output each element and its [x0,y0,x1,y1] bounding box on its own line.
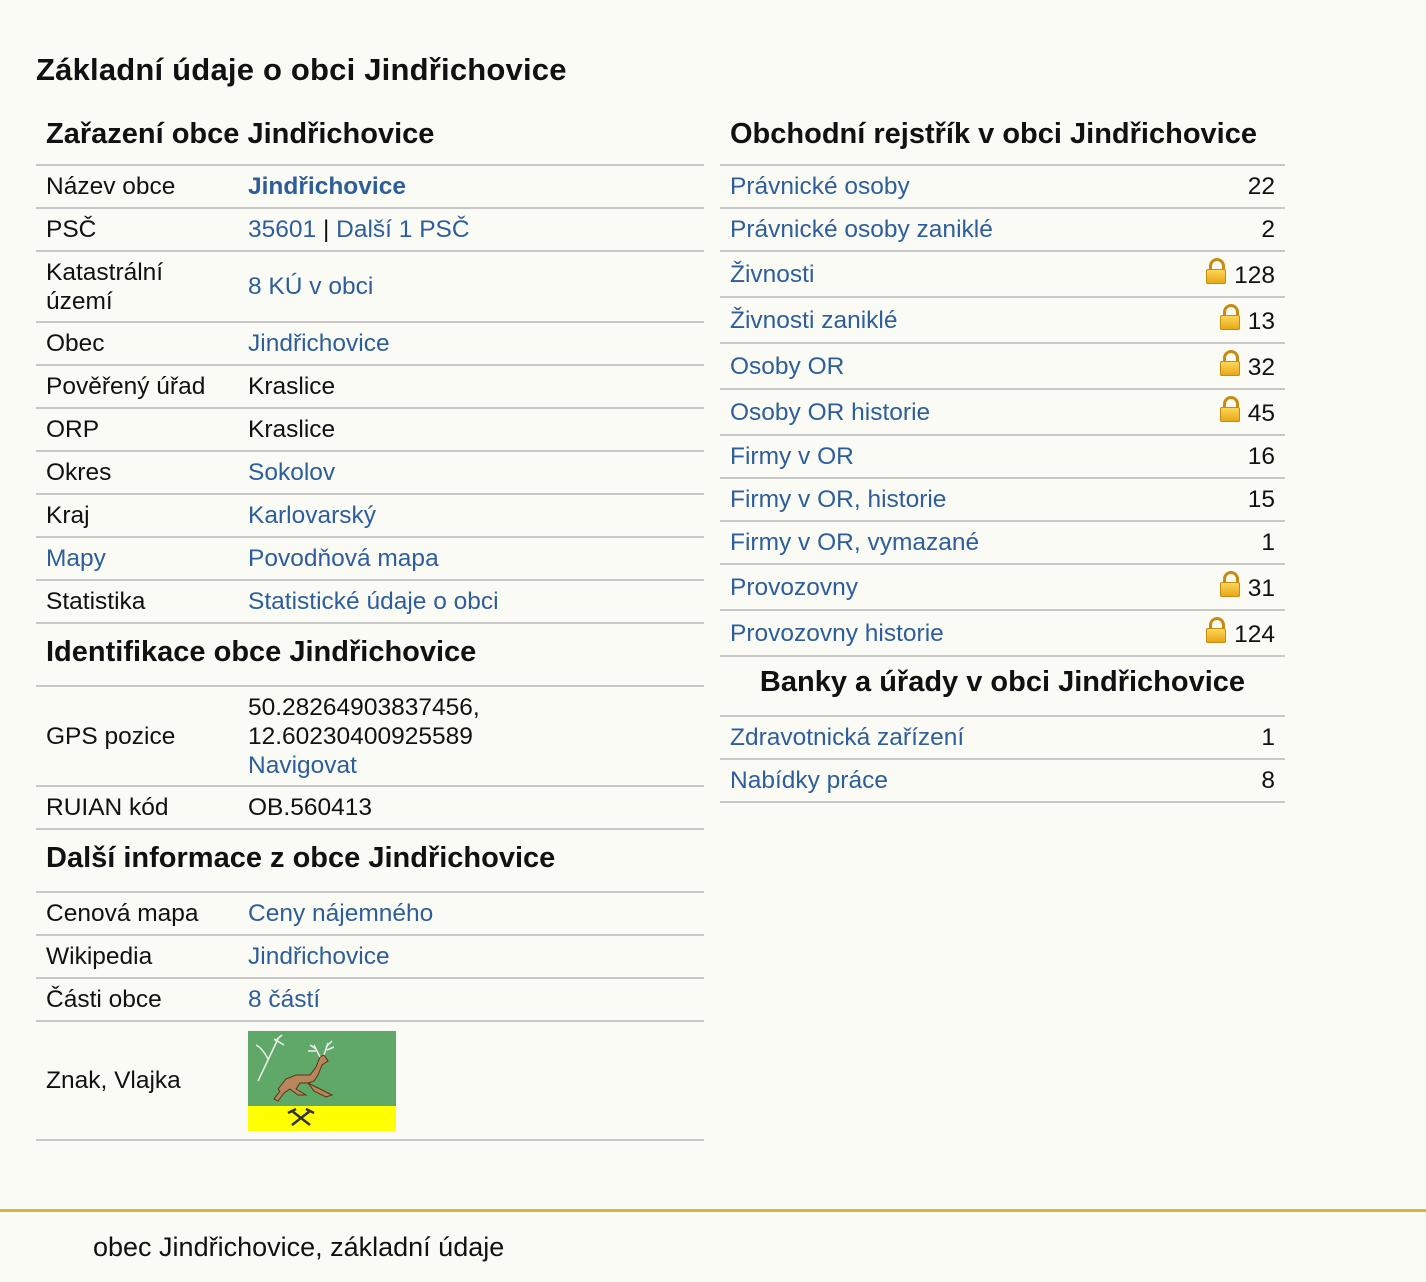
row-value: 1 [1261,724,1275,751]
rejstrik-table [720,166,1285,657]
banky-table [720,717,1285,803]
gps-lat: 50.28264903837456, [248,693,480,721]
row-value: 22 [1247,173,1275,200]
row-value: 1 [1261,529,1275,556]
table-row [720,717,1285,759]
row-link[interactable]: Osoby OR [730,352,845,380]
flag-yellow-stripe [248,1106,396,1131]
table-row [720,389,1285,435]
row-link[interactable]: Firmy v OR, historie [730,486,947,513]
table-row [720,478,1285,521]
row-value: 16 [1247,443,1275,470]
ruian-label: RUIAN kód [36,786,238,829]
table-row [36,1021,704,1140]
lock-icon [1220,396,1240,422]
table-row [36,322,704,365]
identifikace-table [36,687,704,830]
table-row [720,208,1285,251]
povodnova-mapa-link[interactable]: Povodňová mapa [248,545,439,572]
row-link[interactable]: Firmy v OR, vymazané [730,529,980,556]
table-row [720,521,1285,564]
row-link[interactable]: Nabídky práce [730,767,888,794]
table-row [36,166,704,208]
table-row [36,365,704,408]
gps-label: GPS pozice [36,687,238,786]
flag-image[interactable] [248,1031,396,1131]
dalsi-table [36,893,704,1141]
row-link[interactable]: Zdravotnická zařízení [730,724,965,751]
table-row [720,564,1285,610]
statistika-link[interactable]: Statistické údaje o obci [248,588,499,615]
table-row [36,494,704,537]
footer-divider [0,1209,1426,1212]
table-row [36,786,704,829]
ku-link[interactable]: 8 KÚ v obci [248,273,374,300]
identifikace-heading: Identifikace obce Jindřichovice [36,624,704,687]
orp-label: ORP [36,408,238,451]
cenova-label: Cenová mapa [36,893,238,935]
row-value: 124 [1234,621,1275,648]
banky-heading: Banky a úřady v obci Jindřichovice [720,657,1285,717]
statistika-label: Statistika [36,580,238,623]
row-value: 2 [1261,216,1275,243]
row-link[interactable]: Živnosti [730,260,815,288]
row-link[interactable]: Právnické osoby [730,173,910,200]
casti-link[interactable]: 8 částí [248,986,321,1013]
lock-icon [1220,571,1240,597]
obec-link[interactable]: Jindřichovice [248,330,390,357]
kraj-label: Kraj [36,494,238,537]
ceny-najemneho-link[interactable]: Ceny nájemného [248,900,434,927]
nazev-link[interactable]: Jindřichovice [248,173,406,200]
row-value: 8 [1261,767,1275,794]
mapy-link[interactable]: Mapy [46,545,106,572]
row-value: 32 [1247,354,1275,381]
ku-label: Katastrální území [36,251,238,322]
ruian-value: OB.560413 [238,786,704,829]
row-link[interactable]: Osoby OR historie [730,398,931,426]
table-row [36,537,704,580]
table-row [36,687,704,786]
row-value: 128 [1234,262,1275,289]
psc-separator: | [322,216,330,243]
page-title: Základní údaje o obci Jindřichovice [36,52,567,87]
row-value: 13 [1247,308,1275,335]
kraj-link[interactable]: Karlovarský [248,502,376,529]
znak-label: Znak, Vlajka [36,1021,238,1140]
footer-text: obec Jindřichovice, základní údaje [93,1232,505,1262]
row-link[interactable]: Provozovny [730,573,859,601]
okres-link[interactable]: Sokolov [248,459,336,486]
lock-icon [1220,304,1240,330]
table-row [36,893,704,935]
casti-label: Části obce [36,978,238,1021]
table-row [720,166,1285,208]
row-value: 31 [1247,575,1275,602]
lock-icon [1220,350,1240,376]
table-row [36,580,704,623]
psc-link[interactable]: 35601 [248,216,317,243]
table-row [36,208,704,251]
row-link[interactable]: Živnosti zaniklé [730,306,898,334]
psc-label: PSČ [36,208,238,251]
nazev-label: Název obce [36,166,238,208]
lock-icon [1206,617,1226,643]
poverny-value: Kraslice [238,365,704,408]
table-row [36,451,704,494]
table-row [720,343,1285,389]
row-value: 15 [1247,486,1275,513]
wikipedia-label: Wikipedia [36,935,238,978]
zarazeni-heading: Zařazení obce Jindřichovice [36,108,704,166]
table-row [720,435,1285,478]
left-column [36,108,704,1141]
dalsi-heading: Další informace z obce Jindřichovice [36,830,704,893]
row-link[interactable]: Firmy v OR [730,443,854,470]
table-row [720,297,1285,343]
zarazeni-table [36,166,704,624]
navigovat-link[interactable]: Navigovat [248,751,357,779]
right-column [720,108,1285,803]
table-row [36,251,704,322]
table-row [720,759,1285,802]
table-row [36,408,704,451]
row-link[interactable]: Provozovny historie [730,619,944,647]
rejstrik-heading: Obchodní rejstřík v obci Jindřichovice [720,108,1285,166]
table-row [36,935,704,978]
psc-more-link[interactable]: Další 1 PSČ [336,216,470,243]
gps-lon: 12.60230400925589 [248,722,473,750]
table-row [720,251,1285,297]
poverny-label: Pověřený úřad [36,365,238,408]
row-value: 45 [1247,400,1275,427]
okres-label: Okres [36,451,238,494]
table-row [720,610,1285,656]
orp-value: Kraslice [238,408,704,451]
obec-label: Obec [36,322,238,365]
wikipedia-link[interactable]: Jindřichovice [248,943,390,970]
table-row [36,978,704,1021]
lock-icon [1206,258,1226,284]
row-link[interactable]: Právnické osoby zaniklé [730,216,993,243]
